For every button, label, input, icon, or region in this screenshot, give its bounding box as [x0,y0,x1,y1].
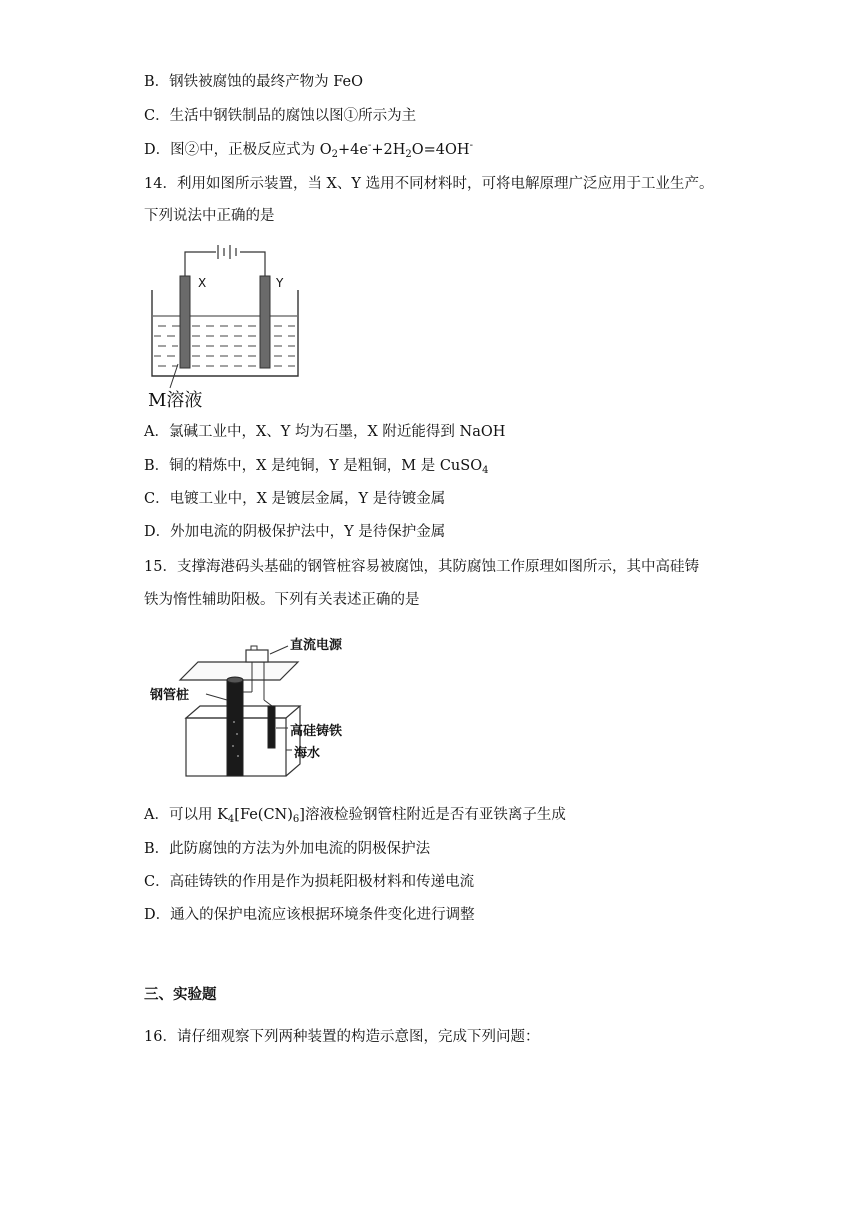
q14-b-pre: B．铜的精炼中，X 是纯铜，Y 是粗铜，M 是 CuSO [144,458,483,474]
electrolysis-cell-figure [148,236,308,414]
q13-d-m1: +4e [338,142,368,158]
q15-option-a [144,805,566,825]
q14-option-b [144,456,488,476]
q14-option-a: A．氯碱工业中，X、Y 均为石墨，X 附近能得到 NaOH [144,424,506,440]
q13-d-sup2: - [469,140,473,151]
q13-d-sup1: - [367,140,372,151]
q13-d-m2: +2H [371,142,406,158]
steel-pile-label: 钢管桩 [150,688,190,703]
q13-d-pre: D．图②中，正极反应式为 O [144,142,332,158]
q13-d-sub2: 2 [405,149,412,160]
q14-stem-line2: 下列说法中正确的是 [144,208,275,224]
q15-a-mid: [Fe(CN) [234,807,293,823]
q15-a-post: ]溶液检验钢管柱附近是否有亚铁离子生成 [299,807,566,823]
solution-label: M溶液 [148,390,203,411]
q13-d-m3: O=4OH [411,142,470,158]
q15-a-sub2: 6 [292,814,300,825]
q14-b-sub: 4 [482,465,489,476]
q13-d-sub1: 2 [331,149,338,160]
seawater-label: 海水 [294,746,321,761]
q14-option-c: C．电镀工业中，X 是镀层金属，Y 是待镀金属 [144,491,446,507]
q15-option-b: B．此防腐蚀的方法为外加电流的阴极保护法 [144,841,431,857]
q15-option-c: C．高硅铸铁的作用是作为损耗阳极材料和传递电流 [144,874,475,890]
q15-a-pre: A．可以用 K [144,807,228,823]
power-source-label: 直流电源 [290,638,343,653]
q16-stem: 16．请仔细观察下列两种装置的构造示意图，完成下列问题： [144,1029,540,1045]
pile-protection-figure [148,622,388,786]
q14-stem-line1: 14．利用如图所示装置，当 X、Y 选用不同材料时，可将电解原理广泛应用于工业生产。 [144,176,714,192]
q15-a-sub1: 4 [227,814,235,825]
electrode-y-label: Y [276,276,284,290]
q14-option-d: D．外加电流的阴极保护法中，Y 是待保护金属 [144,524,446,540]
q13-option-d [144,140,473,160]
electrode-x-label: X [198,276,207,290]
anode-label: 高硅铸铁 [290,724,343,739]
q13-option-b: B．钢铁被腐蚀的最终产物为 FeO [144,74,363,90]
q15-stem-line1: 15．支撑海港码头基础的钢管桩容易被腐蚀，其防腐蚀工作原理如图所示，其中高硅铸 [144,559,699,575]
q15-option-d: D．通入的保护电流应该根据环境条件变化进行调整 [144,907,475,923]
section-title: 三、实验题 [144,986,217,1003]
q13-option-c: C．生活中钢铁制品的腐蚀以图①所示为主 [144,108,417,124]
q15-stem-line2: 铁为惰性辅助阳极。下列有关表述正确的是 [144,592,420,608]
